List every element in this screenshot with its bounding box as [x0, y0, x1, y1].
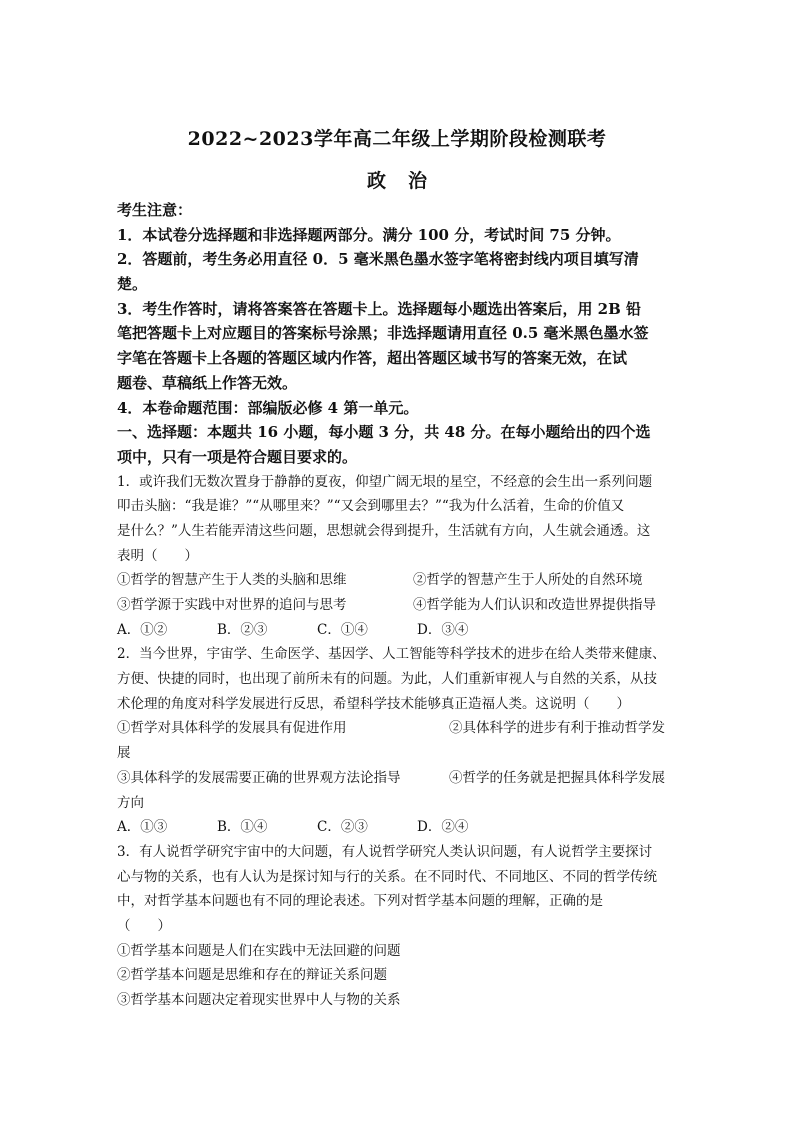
notice-line: 2．答题前，考生务必用直径 0．5 毫米黑色墨水签字笔将密封线内项目填写清: [117, 250, 639, 269]
question-stem: 方便、快捷的同时，也出现了前所未有的问题。为此，人们重新审视人与自然的关系，从技: [117, 671, 657, 688]
question-2: [117, 642, 677, 840]
subject-title: 政治: [366, 170, 449, 192]
notice-line: 1．本试卷分选择题和非选择题两部分。满分 100 分，考试时间 75 分钟。: [117, 225, 621, 244]
option-item: ②哲学基本问题是思维和存在的辩证关系问题: [117, 967, 387, 984]
choice-c: C．①④: [317, 621, 368, 638]
option-item: ③具体科学的发展需要正确的世界观方法论指导: [117, 769, 401, 786]
option-item: ③哲学基本问题决定着现实世界中人与物的关系: [117, 992, 401, 1008]
option-item: ④哲学能为人们认识和改造世界提供指导: [413, 597, 656, 613]
option-row: [117, 716, 677, 741]
notice-line: 字笔在答题卡上各题的答题区域内作答，超出答题区域书写的答案无效，在试: [117, 349, 628, 368]
choice-b: B．①④: [217, 819, 268, 836]
choice-b: B．②③: [217, 621, 268, 638]
section-heading: 项中，只有一项是符合题目要求的。: [117, 447, 358, 466]
question-stem: 是什么？”人生若能弄清这些问题，思想就会得到提升，生活就有方向，人生就会通透。这: [117, 522, 651, 539]
question-stem: 术伦理的角度对科学发展进行反思，希望科学技术能够真正造福人类。这说明（ ）: [117, 695, 630, 712]
question-stem: 叩击头脑：“我是谁？”“从哪里来？”“又会到哪里去？”“我为什么活着，生命的价值又: [117, 498, 625, 515]
option-row: [117, 568, 677, 593]
notice-line: 4．本卷命题范围：部编版必修 4 第一单元。: [117, 398, 419, 417]
option-item: ④哲学的任务就是把握具体科学发展: [449, 769, 665, 786]
notice-line: 楚。: [117, 275, 148, 294]
option-item: ②具体科学的进步有利于推动哲学发: [449, 720, 665, 737]
notice-line: 3．考生作答时，请将答案答在答题卡上。选择题每小题选出答案后，用 2B 铅: [117, 299, 641, 318]
option-row: [117, 766, 677, 791]
notice-heading: 考生注意：: [117, 201, 193, 219]
choice-a: A．①②: [117, 621, 168, 638]
answer-choices: [117, 815, 677, 840]
option-item: ①哲学基本问题是人们在实践中无法回避的问题: [117, 942, 401, 959]
question-stem: 中，对哲学基本问题也有不同的理论表述。下列对哲学基本问题的理解，正确的是: [117, 893, 603, 910]
notice-line: 笔把答题卡上对应题目的答案标号涂黑；非选择题请用直径 0.5 毫米黑色墨水签: [117, 324, 649, 343]
option-item: ②哲学的智慧产生于人所处的自然环境: [413, 572, 643, 589]
question-stem: （ ）: [117, 917, 171, 934]
question-stem: 3．有人说哲学研究宇宙中的大问题，有人说哲学研究人类认识问题，有人说哲学主要探讨: [117, 843, 653, 860]
question-3: [117, 840, 677, 1013]
option-item: ①哲学对具体科学的发展具有促进作用: [117, 720, 347, 737]
question-stem: 表明（ ）: [117, 547, 198, 564]
choice-a: A．①③: [117, 819, 168, 836]
choice-d: D．③④: [417, 621, 469, 638]
question-1: [117, 470, 677, 643]
option-continuation: 方向: [117, 794, 144, 811]
question-stem: 1．或许我们无数次置身于静静的夏夜，仰望广阔无垠的星空，不经意的会生出一系列问题: [117, 473, 653, 490]
option-item: ③哲学源于实践中对世界的追问与思考: [117, 597, 347, 613]
answer-choices: [117, 618, 677, 643]
exam-title: 2022~2023学年高二年级上学期阶段检测联考: [187, 128, 607, 150]
section-heading: 一、选择题：本题共 16 小题，每小题 3 分，共 48 分。在每小题给出的四个选: [117, 423, 651, 442]
question-stem: 心与物的关系，也有人认为是探讨知与行的关系。在不同时代、不同地区、不同的哲学传统: [117, 868, 657, 885]
choice-d: D．②④: [417, 819, 469, 836]
option-continuation: 展: [117, 745, 131, 762]
notice-line: 题卷、草稿纸上作答无效。: [117, 373, 298, 392]
choice-c: C．②③: [317, 819, 368, 836]
option-item: ①哲学的智慧产生于人类的头脑和思维: [117, 572, 347, 589]
question-stem: 2．当今世界，宇宙学、生命医学、基因学、人工智能等科学技术的进步在给人类带来健康、: [117, 646, 666, 663]
exam-content: [117, 198, 677, 1013]
option-row: [117, 593, 677, 618]
